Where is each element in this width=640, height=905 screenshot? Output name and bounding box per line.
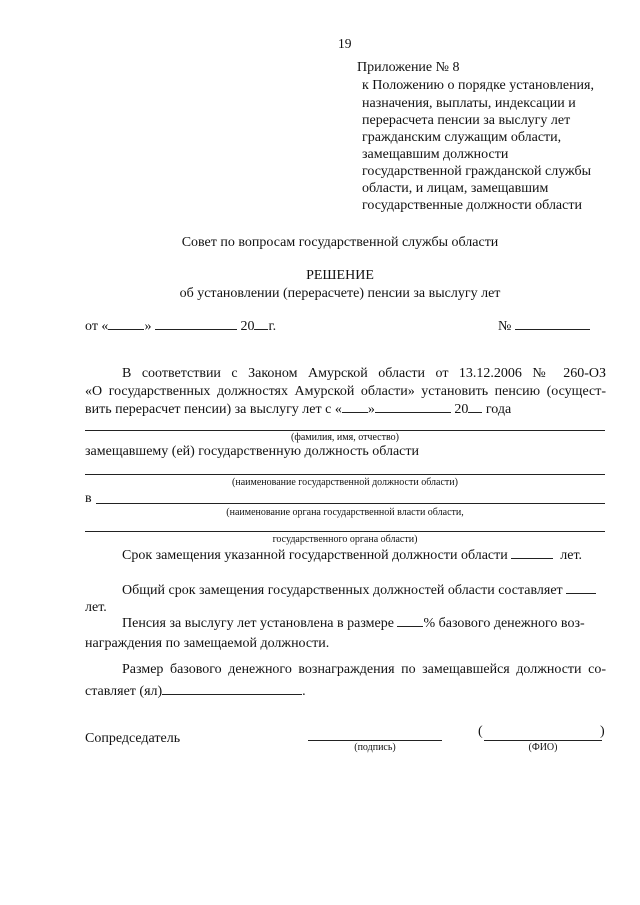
annex-line-5: замещавшим должности [362,147,509,162]
number-field[interactable] [515,318,590,330]
base-line: Размер базового денежного вознаграждения по замещавшейся должности со- [122,662,606,677]
organ-caption: (наименование органа государственной власти области, [226,507,464,518]
base-amount-field[interactable] [162,683,302,695]
decision-subtitle: об установлении (перерасчете) пенсии за выслугу лет [179,286,501,301]
signature-field[interactable] [308,740,442,741]
page-number: 19 [338,36,352,51]
paragraph1-text-a: вить перерасчет пенсии) за выслугу лет с « [85,402,342,417]
base-row [85,683,306,700]
pension-percent-field[interactable] [397,615,423,627]
pension-text-a: Пенсия за выслугу лет установлена в размере [122,616,394,631]
annex-title: Приложение № 8 [357,60,460,75]
paragraph1-text-c: 20 [454,402,469,417]
paren-close: ) [600,724,605,739]
number-row [498,318,590,335]
council-name: Совет по вопросам государственной службы области [181,235,499,250]
signature-caption: (подпись) [354,742,396,753]
year-prefix: 20 [240,319,255,334]
in-prefix: в [85,491,92,506]
start-month-field[interactable] [375,401,451,413]
month-field[interactable] [155,318,237,330]
fio-signature-field[interactable] [484,740,602,741]
decision-title: РЕШЕНИЕ [306,268,374,283]
base-text: ставляет (ял) [85,684,163,699]
replaced-text: замещавшему (ей) государственную должность области [85,444,420,459]
position-field[interactable] [85,474,605,475]
date-from-prefix: от « [85,319,109,334]
fio-signature-caption: (ФИО) [528,742,558,753]
annex-line-4: гражданским служащим области, [362,130,562,145]
organ-field[interactable] [96,503,605,504]
day-field[interactable] [108,318,144,330]
base-dot: . [302,684,306,699]
number-label: № [498,319,512,334]
fio-caption: (фамилия, имя, отчество) [291,432,399,443]
pension-row [122,615,606,632]
paragraph1-text-d: года [485,402,512,417]
total-row [122,582,596,599]
date-from-mid: » [144,319,152,334]
position-caption: (наименование государственной должности области) [232,477,458,488]
term-suffix: лет. [560,548,583,563]
start-day-field[interactable] [342,401,368,413]
paren-open: ( [478,724,483,739]
annex-line-3: перерасчета пенсии за выслугу лет [362,113,571,128]
annex-line-7: области, и лицам, замещавшим [362,181,549,196]
annex-line-1: к Положению о порядке установления, [362,78,594,93]
fio-field[interactable] [85,430,605,431]
annex-line-2: назначения, выплаты, индексации и [362,96,576,111]
date-row [85,318,276,335]
total-suffix: лет. [85,600,107,615]
annex-line-6: государственной гражданской службы [362,164,592,179]
chair-label: Сопредседатель [85,731,181,746]
term-text: Срок замещения указанной государственной должности области [122,548,508,563]
organ-field-2[interactable] [85,531,605,532]
pension-text-c: награждения по замещаемой должности. [85,636,330,651]
paragraph1-line2: «О государственных должностях Амурской области» установить пенсию (осущест- [85,384,606,399]
total-text: Общий срок замещения государственных должностей области составляет [122,583,563,598]
annex-line-8: государственные должности области [362,198,582,213]
year-suffix: г. [268,319,277,334]
start-year-field[interactable] [468,401,482,413]
paragraph1-text-b: » [367,402,375,417]
pension-text-b: % базового денежного воз- [423,616,585,631]
paragraph1-line3 [85,401,511,418]
term-field[interactable] [511,547,553,559]
paragraph1-line1: В соответствии с Законом Амурской области от 13.12.2006 № 260-ОЗ [122,366,606,381]
total-field[interactable] [566,582,596,594]
term-row [122,547,582,564]
organ-caption-2: государственного органа области) [272,534,418,545]
year-field[interactable] [254,318,268,330]
